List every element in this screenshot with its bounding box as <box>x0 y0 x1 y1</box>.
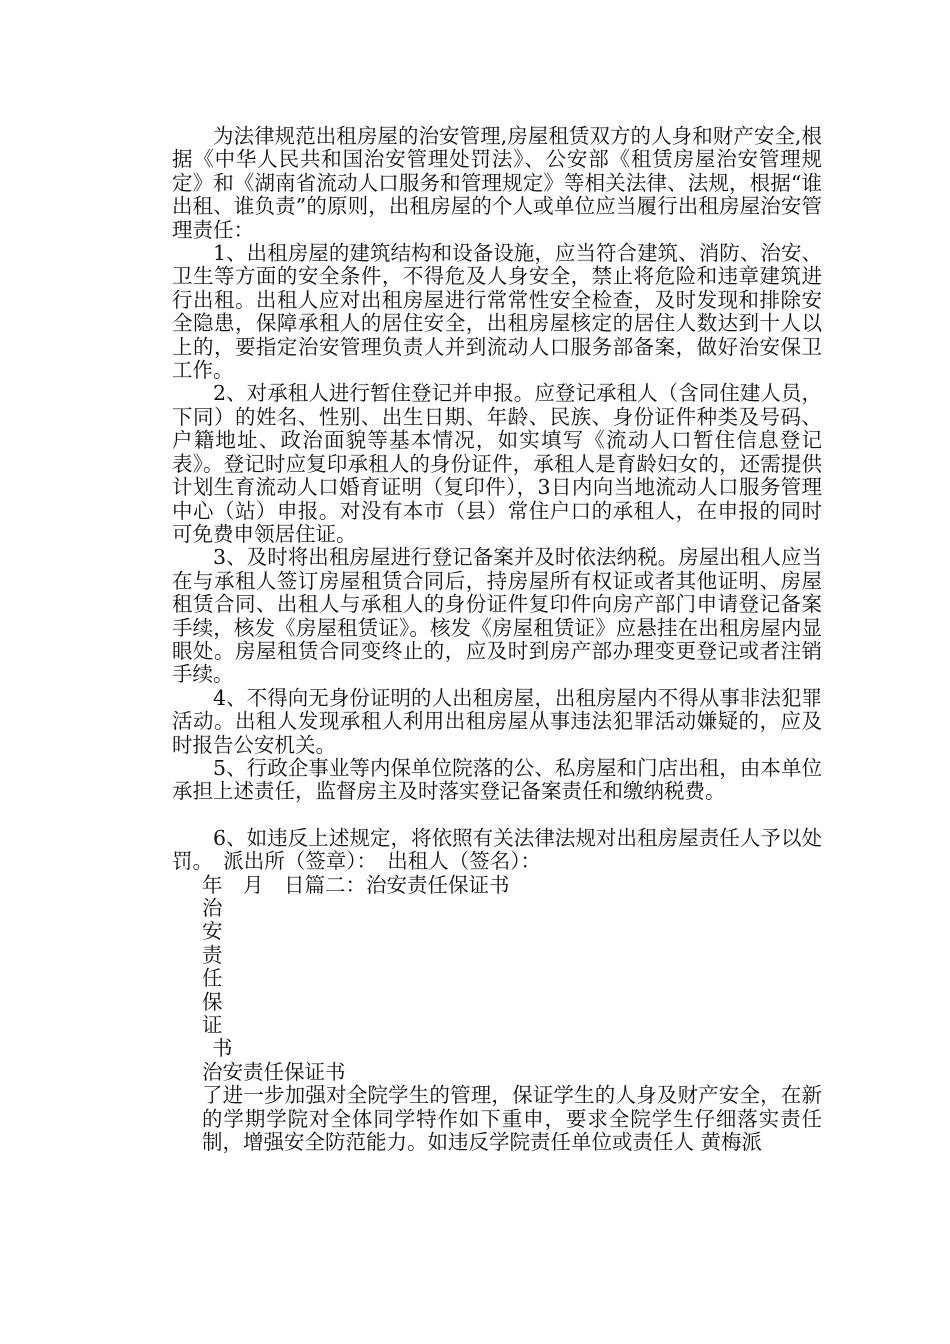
clause-4-paragraph: 4、不得向无身份证明的人出租房屋，出租房屋内不得从事非法犯罪活动。出租人发现承租人利用出租房屋从事违法犯罪活动嫌疑的，应及时报告公安机关。 <box>172 685 822 757</box>
vertical-title-char: 书 <box>212 1036 233 1061</box>
closing-paragraph: 了进一步加强对全院学生的管理，保证学生的人身及财产安全，在新的学期学院对全体同学特作如下重申，要求全院学生仔细落实责任制，增强安全防范能力。如违反学院责任单位或责任人 黄梅派 <box>202 1083 822 1155</box>
paragraph-gap <box>172 804 822 827</box>
vertical-title-char: 安 <box>202 919 223 944</box>
clause-5-paragraph: 5、行政企事业等内保单位院落的公、私房屋和门店出租，由本单位承担上述责任，监督房主及时落实登记备案责任和缴纳税费。 <box>172 755 822 804</box>
vertical-title-char: 责 <box>202 942 223 967</box>
clause-2-paragraph: 2、对承租人进行暂住登记并申报。应登记承租人（含同住建人员，下同）的姓名、性别、出生日期、年龄、民族、身份证件种类及号码、户籍地址、政治面貌等基本情况，如实填写《流动人口暂住信息登记表》。登记时应复印承租人的身份证件，承租人是育龄妇女的，还需提供计划生育流动人口婚育证明（复印件），3日内向当地流动人口服务管理中心（站）申报。对没有本市（县）常住户口的承租人，在申报的同时可免费申领居住证。 <box>172 381 822 546</box>
vertical-title-char: 保 <box>202 989 223 1014</box>
document-body <box>172 125 822 1154</box>
vertical-title-char: 任 <box>202 966 223 991</box>
date-line: 年 月 日篇二：治安责任保证书 <box>202 872 510 897</box>
clause-1-paragraph: 1、出租房屋的建筑结构和设备设施，应当符合建筑、消防、治安、卫生等方面的安全条件，不得危及人身安全，禁止将危险和违章建筑进行出租。出租人应对出租房屋进行常常性安全检查，及时发现和排除安全隐患，保障承租人的居住安全，出租房屋核定的居住人数达到十人以上的，要指定治安管理负责人并到流动人口服务部备案，做好治安保卫工作。 <box>172 241 822 383</box>
vertical-title-char: 治 <box>202 896 223 920</box>
intro-paragraph: 为法律规范出租房屋的治安管理,房屋租赁双方的人身和财产安全,根据《中华人民共和国治安管理处罚法》、公安部《租赁房屋治安管理规定》和《湖南省流动人口服务和管理规定》等相关法律、法规，根据“谁出租、谁负责”的原则，出租房屋的个人或单位应当履行出租房屋治安管理责任： <box>172 124 822 242</box>
section-subtitle: 治安责任保证书 <box>202 1059 346 1084</box>
clause-3-paragraph: 3、及时将出租房屋进行登记备案并及时依法纳税。房屋出租人应当在与承租人签订房屋租赁合同后，持房屋所有权证或者其他证明、房屋租赁合同、出租人与承租人的身份证件复印件向房产部门申请登记备案手续，核发《房屋租赁证》。核发《房屋租赁证》应悬挂在出租房屋内显眼处。房屋租赁合同变终止的，应及时到房产部办理变更登记或者注销手续。 <box>172 545 822 687</box>
clause-6-paragraph: 6、如违反上述规定，将依照有关法律法规对出租房屋责任人予以处罚。 派出所（签章）： 出租人（签名）： <box>172 825 822 874</box>
vertical-title-char: 证 <box>202 1013 223 1038</box>
